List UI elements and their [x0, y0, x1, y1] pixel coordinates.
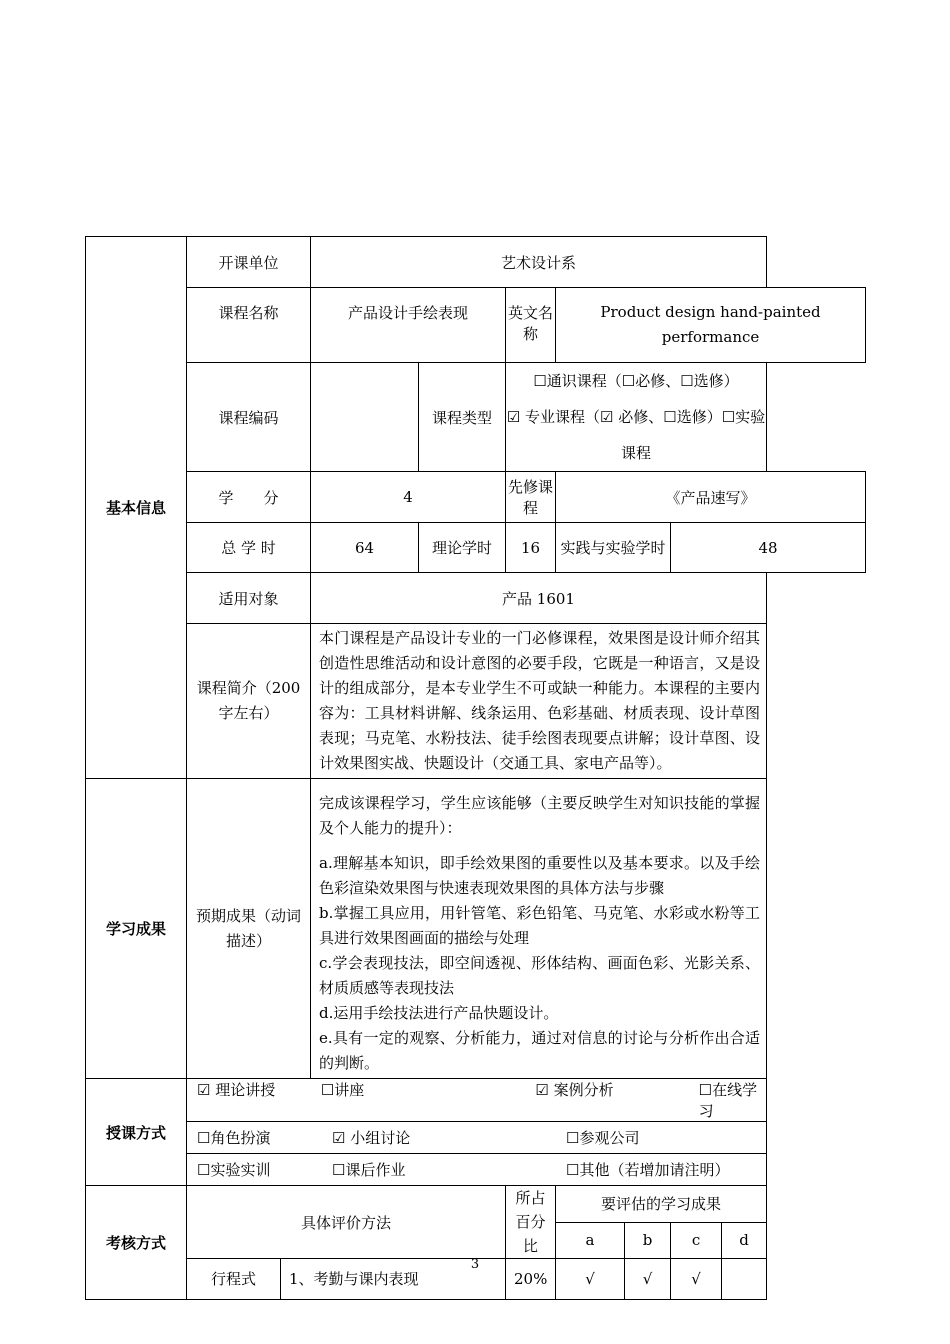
section-basic-info: 基本信息: [86, 237, 187, 779]
teaching-option-roleplay[interactable]: ☐角色扮演: [197, 1129, 271, 1147]
assessment-percent-header: 所占百分比: [506, 1186, 556, 1259]
outcome-item-b: b.掌握工具应用，用针管笔、彩色铅笔、马克笔、水彩或水粉等工具进行效果图画面的描绘与处理: [319, 904, 761, 947]
credit-value: 4: [311, 472, 506, 523]
teaching-option-homework[interactable]: ☐课后作业: [332, 1161, 406, 1179]
english-name-value: Product design hand-painted performance: [556, 288, 866, 363]
outcome-item-e: e.具有一定的观察、分析能力，通过对信息的讨论与分析作出合适的判断。: [319, 1029, 761, 1072]
course-code-value: [311, 363, 419, 472]
practice-hours-value: 48: [671, 523, 866, 573]
page-number: 3: [470, 1257, 480, 1272]
assessment-mark-b: √: [625, 1259, 671, 1300]
intro-text: 本门课程是产品设计专业的一门必修课程，效果图是设计师介绍其创造性思维活动和设计意图的必要手段，它既是一种语言，又是设计的组成部分，是本专业学生不可或缺一种能力。本课程的主要内容为：工具材料讲解、线条运用、色彩基础、材质表现、设计草图表现；马克笔、水粉技法、徒手绘图表现要点讲解；设计草图、设计效果图实战、快题设计（交通工具、家电产品等）。: [311, 624, 767, 779]
assessment-mark-c: √: [671, 1259, 722, 1300]
teaching-option-group-discussion[interactable]: ☑ 小组讨论: [332, 1129, 411, 1147]
section-assessment: 考核方式: [86, 1186, 187, 1300]
outcomes-content: [311, 779, 767, 1079]
teaching-option-lecture[interactable]: ☑ 理论讲授: [197, 1081, 276, 1099]
outcome-item-a: a.理解基本知识，即手绘效果图的重要性以及基本要求。以及手绘色彩渲染效果图与快速表现效果图的具体方法与步骤: [319, 854, 761, 897]
teaching-option-company-visit[interactable]: ☐参观公司: [566, 1129, 640, 1147]
outcomes-intro: 完成该课程学习，学生应该能够（主要反映学生对知识技能的掌握及个人能力的提升）：: [319, 794, 761, 837]
section-teaching: 授课方式: [86, 1079, 187, 1186]
teaching-option-lab[interactable]: ☐实验实训: [197, 1161, 271, 1179]
theory-hours-value: 16: [506, 523, 556, 573]
teaching-option-other[interactable]: ☐其他（若增加请注明）: [566, 1161, 730, 1179]
assessment-percent: 20%: [506, 1259, 556, 1300]
total-hours-value: 64: [311, 523, 419, 573]
teaching-row-1: [187, 1079, 767, 1122]
assessment-method-header: 具体评价方法: [187, 1186, 506, 1259]
teaching-option-case-study[interactable]: ☑ 案例分析: [535, 1081, 614, 1099]
course-type-line-general: ☐通识课程（☐必修、☐选修）: [533, 372, 739, 390]
course-code-label: 课程编码: [187, 363, 311, 472]
prereq-value: 《产品速写》: [556, 472, 866, 523]
assessment-type: 行程式: [187, 1259, 281, 1299]
course-type-options: [506, 363, 767, 472]
course-info-table: [85, 236, 866, 1300]
english-name-label: 英文名称: [506, 288, 556, 363]
course-type-label: 课程类型: [419, 363, 506, 472]
teaching-row-3: [187, 1154, 767, 1186]
course-type-line-major: ☑ 专业课程（☑ 必修、☐选修）☐实验课程: [506, 408, 766, 462]
teaching-option-seminar[interactable]: ☐讲座: [320, 1081, 365, 1099]
assessment-col-d: d: [722, 1222, 767, 1259]
dept-label: 开课单位: [187, 237, 311, 288]
course-name-label: 课程名称: [187, 288, 311, 363]
outcomes-label: 预期成果（动词描述）: [187, 779, 311, 1079]
credit-label: 学 分: [187, 472, 311, 523]
practice-hours-label: 实践与实验学时: [556, 523, 671, 573]
total-hours-label: 总 学 时: [187, 523, 311, 573]
assessment-outcome-header: 要评估的学习成果: [556, 1186, 767, 1223]
assessment-col-a: a: [556, 1222, 625, 1259]
audience-value: 产品 1601: [311, 573, 767, 624]
section-outcomes: 学习成果: [86, 779, 187, 1079]
prereq-label: 先修课程: [506, 472, 556, 523]
theory-hours-label: 理论学时: [419, 523, 506, 573]
teaching-row-2: [187, 1122, 767, 1154]
intro-label: 课程简介（200字左右）: [187, 624, 311, 779]
assessment-mark-a: √: [556, 1259, 625, 1300]
audience-label: 适用对象: [187, 573, 311, 624]
course-name-value: 产品设计手绘表现: [311, 288, 506, 363]
outcome-item-d: d.运用手绘技法进行产品快题设计。: [319, 1004, 559, 1022]
assessment-col-c: c: [671, 1222, 722, 1259]
assessment-method: 1、考勤与课内表现: [289, 1270, 419, 1288]
assessment-col-b: b: [625, 1222, 671, 1259]
dept-value: 艺术设计系: [311, 237, 767, 288]
teaching-option-online[interactable]: ☐在线学习: [698, 1081, 758, 1120]
outcome-item-c: c.学会表现技法，即空间透视、形体结构、画面色彩、光影关系、材质质感等表现技法: [319, 954, 761, 997]
